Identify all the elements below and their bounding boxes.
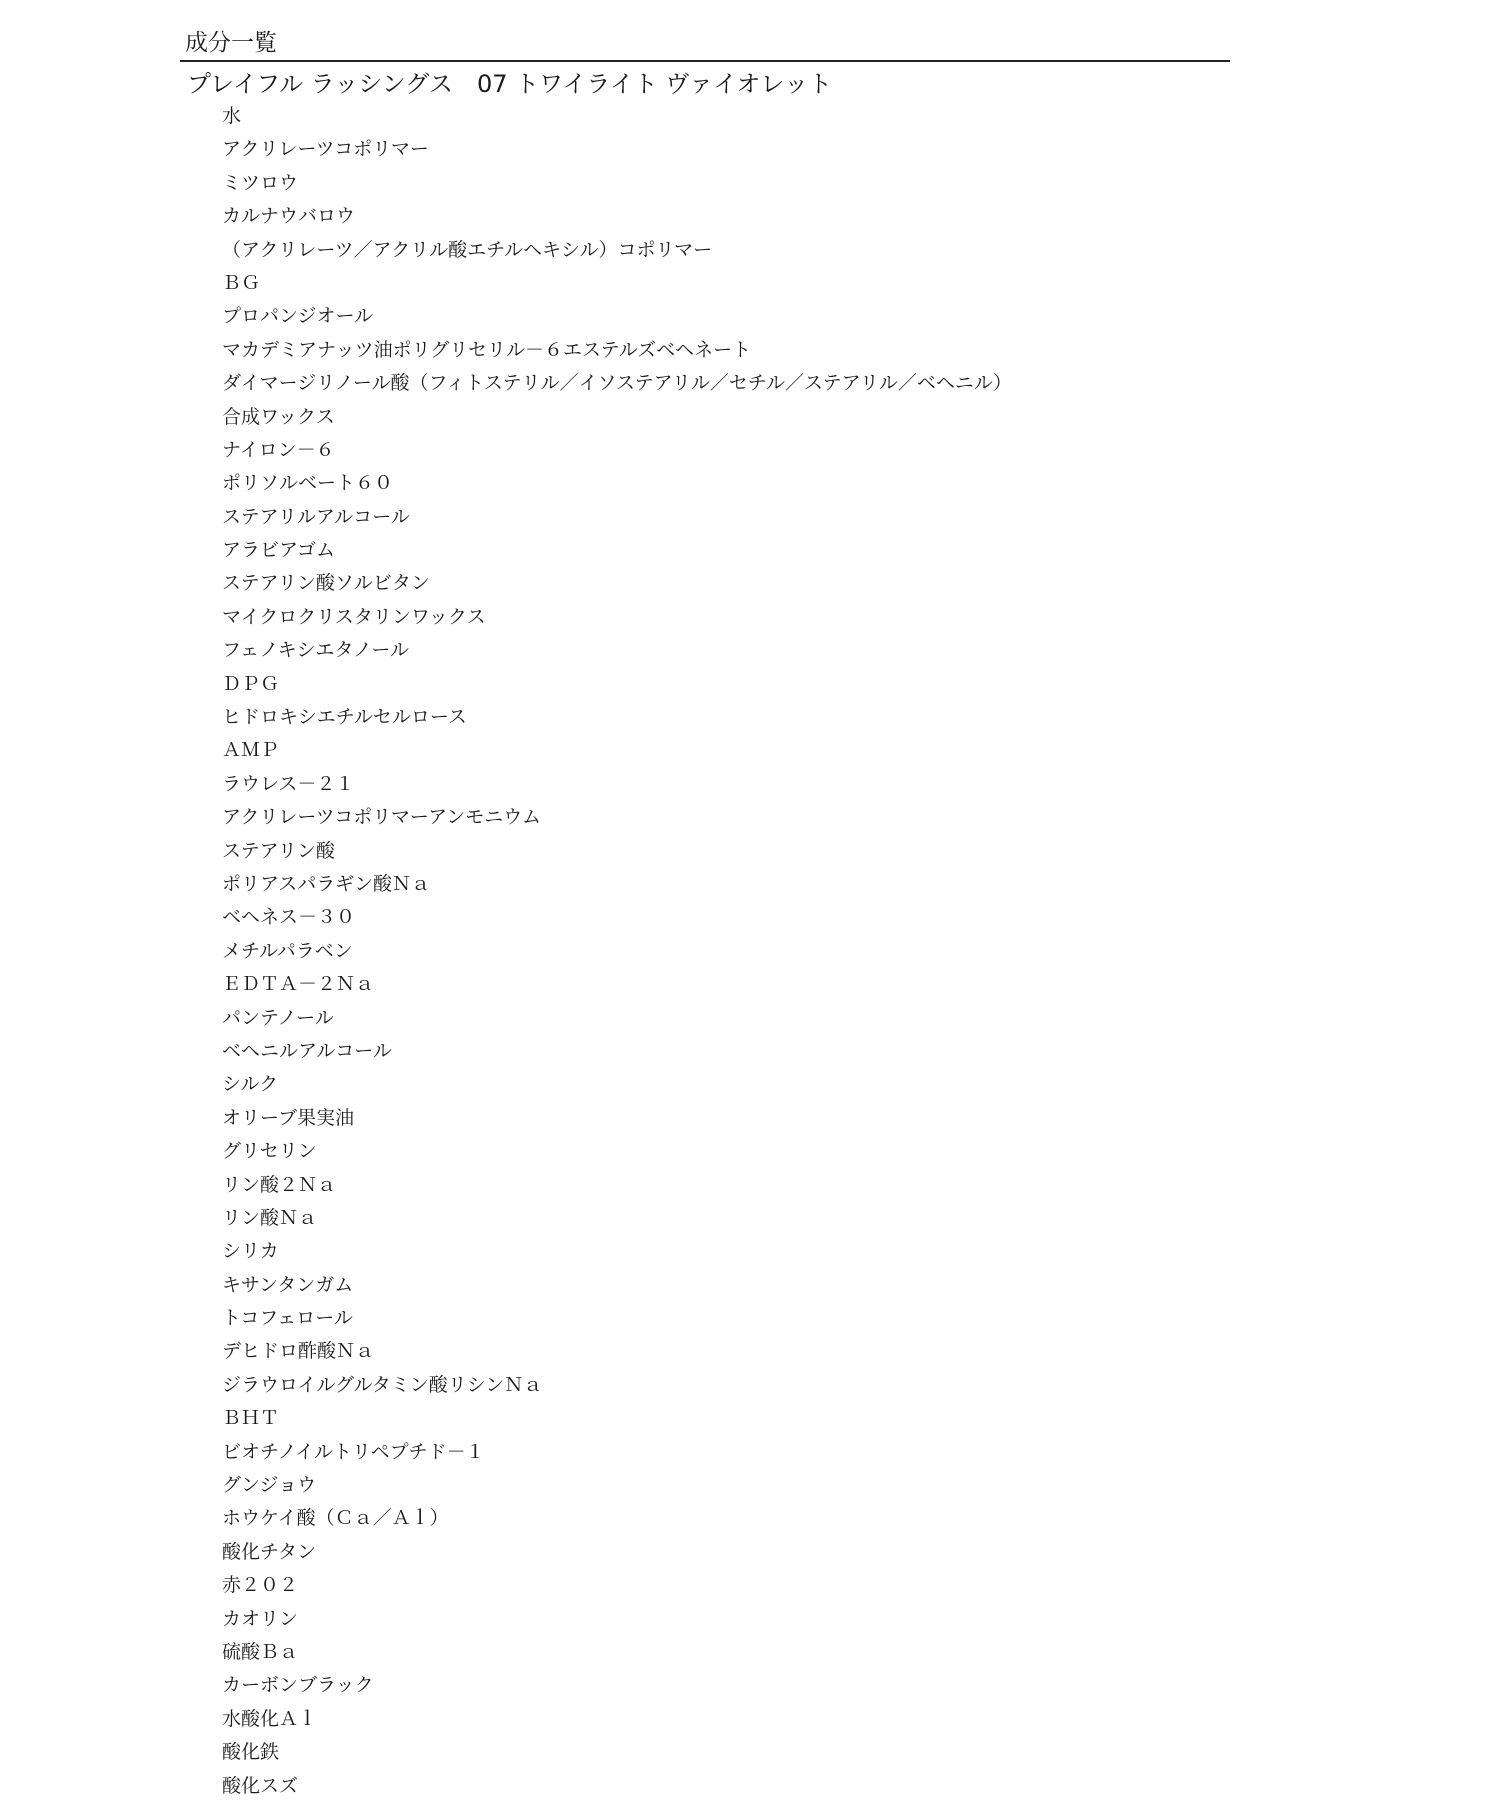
- ingredient-item: カーボンブラック: [222, 1674, 374, 1697]
- ingredient-item: （アクリレーツ／アクリル酸エチルヘキシル）コポリマー: [222, 238, 713, 261]
- ingredient-item: カルナウバロウ: [222, 205, 356, 228]
- document-heading: 成分一覧: [185, 30, 277, 56]
- ingredient-item: ホウケイ酸（Ｃａ／Ａｌ）: [222, 1507, 449, 1530]
- ingredient-item: トコフェロール: [222, 1307, 353, 1330]
- ingredient-item: シリカ: [222, 1240, 279, 1263]
- ingredient-item: アクリレーツコポリマーアンモニウム: [222, 806, 542, 829]
- ingredient-item: メチルパラベン: [222, 939, 353, 962]
- ingredient-item: ジラウロイルグルタミン酸リシンＮａ: [222, 1373, 543, 1396]
- ingredient-item: ステアリン酸: [222, 839, 335, 862]
- ingredient-item: ＢＨＴ: [222, 1407, 280, 1430]
- ingredient-item: ラウレス－２１: [222, 772, 355, 795]
- ingredient-item: リン酸Ｎａ: [222, 1206, 318, 1229]
- ingredient-item: ヒドロキシエチルセルロース: [222, 706, 467, 729]
- ingredient-item: オリーブ果実油: [222, 1106, 355, 1129]
- ingredient-item: 水: [222, 105, 242, 127]
- ingredient-item: 酸化鉄: [222, 1741, 280, 1764]
- product-name: プレイフル ラッシングス 07 トワイライト ヴァイオレット: [187, 70, 833, 98]
- ingredient-item: 酸化チタン: [222, 1540, 317, 1563]
- ingredient-item: ポリソルベート６０: [222, 472, 394, 495]
- ingredient-item: 硫酸Ｂａ: [222, 1640, 299, 1663]
- ingredient-item: アクリレーツコポリマー: [222, 138, 429, 161]
- ingredient-list: [180, 100, 1230, 1803]
- ingredient-item: ビオチノイルトリペプチド－１: [222, 1440, 485, 1463]
- ingredient-item: カオリン: [222, 1607, 299, 1630]
- ingredient-item: ポリアスパラギン酸Ｎａ: [222, 872, 431, 895]
- ingredient-document: [180, 28, 1230, 1803]
- ingredient-item: フェノキシエタノール: [222, 639, 409, 662]
- ingredient-item: ベヘニルアルコール: [222, 1039, 392, 1062]
- ingredient-item: 水酸化Ａｌ: [222, 1707, 318, 1730]
- ingredient-item: グリセリン: [222, 1140, 317, 1163]
- ingredient-item: ステアリン酸ソルビタン: [222, 572, 430, 595]
- ingredient-item: プロパンジオール: [222, 305, 374, 328]
- ingredient-item: キサンタンガム: [222, 1273, 354, 1296]
- ingredient-item: ミツロウ: [222, 171, 299, 194]
- ingredient-item: 赤２０２: [222, 1574, 299, 1597]
- ingredient-item: アラビアゴム: [222, 539, 336, 562]
- ingredient-item: デヒドロ酢酸Ｎａ: [222, 1340, 375, 1363]
- ingredient-item: パンテノール: [222, 1006, 334, 1029]
- ingredient-item: ナイロン－６: [222, 438, 335, 461]
- ingredient-item: グンジョウ: [222, 1474, 317, 1497]
- ingredient-item: ダイマージリノール酸（フィトステリル／イソステアリル／セチル／ステアリル／ベヘニル）: [222, 372, 1012, 395]
- ingredient-item: ＡＭＰ: [222, 739, 280, 762]
- ingredient-item: マイクロクリスタリンワックス: [222, 605, 486, 628]
- ingredient-item: ＢＧ: [222, 271, 261, 294]
- ingredient-item: シルク: [222, 1073, 279, 1096]
- ingredient-item: ベヘネス－３０: [222, 906, 356, 929]
- ingredient-item: リン酸２Ｎａ: [222, 1173, 337, 1196]
- ingredient-item: 合成ワックス: [222, 405, 335, 428]
- ingredient-item: ステアリルアルコール: [222, 505, 410, 528]
- ingredient-item: 酸化スズ: [222, 1774, 299, 1797]
- ingredient-item: マカデミアナッツ油ポリグリセリル－６エステルズベヘネート: [222, 338, 752, 361]
- heading-divider: [180, 60, 1230, 62]
- ingredient-item: ＥＤＴＡ－２Ｎａ: [222, 973, 375, 996]
- ingredient-item: ＤＰＧ: [222, 672, 280, 695]
